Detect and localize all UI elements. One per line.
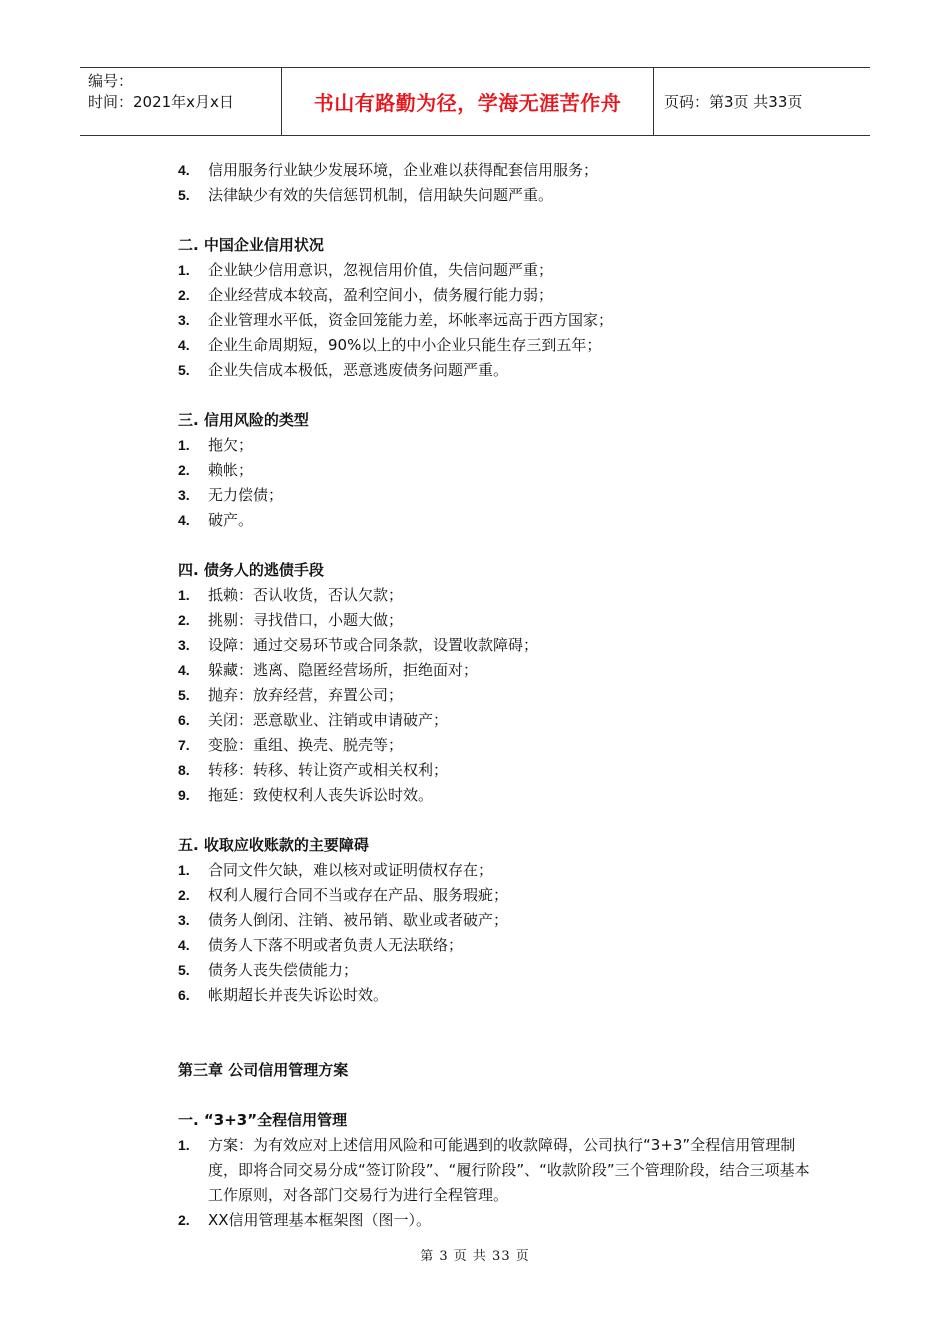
list-item xyxy=(178,983,818,1008)
list-item xyxy=(178,758,818,783)
item-number: 3. xyxy=(178,637,190,653)
list-item xyxy=(178,583,818,608)
section-heading: 五. 收取应收账款的主要障碍 xyxy=(178,836,369,854)
item-text: 设障：通过交易环节或合同条款，设置收款障碍； xyxy=(208,636,539,654)
item-text: 债务人倒闭、注销、被吊销、歇业或者破产； xyxy=(208,911,509,929)
item-number: 2. xyxy=(178,287,190,303)
list-item xyxy=(178,283,818,308)
item-number: 3. xyxy=(178,487,190,503)
item-text: 信用服务行业缺少发展环境，企业难以获得配套信用服务； xyxy=(208,161,599,179)
item-text: 变脸：重组、换壳、脱壳等； xyxy=(208,736,404,754)
item-number: 4. xyxy=(178,937,190,953)
list-item xyxy=(178,633,818,658)
item-number: 1. xyxy=(178,862,190,878)
item-text: 抵赖：否认收货，否认欠款； xyxy=(208,586,404,604)
list-item xyxy=(178,458,818,483)
item-text: 企业管理水平低，资金回笼能力差，坏帐率远高于西方国家； xyxy=(208,311,614,329)
document-body xyxy=(178,158,818,1233)
item-number: 6. xyxy=(178,712,190,728)
item-text: 无力偿债； xyxy=(208,486,284,504)
header-motto: 书山有路勤为径，学海无涯苦作舟 xyxy=(282,68,654,135)
item-text: XX信用管理基本框架图（图一）。 xyxy=(208,1211,432,1229)
list-item xyxy=(178,333,818,358)
item-number: 4. xyxy=(178,337,190,353)
item-number: 1. xyxy=(178,587,190,603)
section-heading: 一. “3+3”全程信用管理 xyxy=(178,1111,348,1129)
list-item xyxy=(178,258,818,283)
item-text: 抛弃：放弃经营，弃置公司； xyxy=(208,686,404,704)
item-number: 8. xyxy=(178,762,190,778)
item-number: 1. xyxy=(178,262,190,278)
item-number: 4. xyxy=(178,512,190,528)
item-text: 企业失信成本极低，恶意逃废债务问题严重。 xyxy=(208,361,509,379)
item-number: 5. xyxy=(178,962,190,978)
list-item xyxy=(178,858,818,883)
list-item xyxy=(178,958,818,983)
item-text: 赖帐； xyxy=(208,461,254,479)
item-number: 2. xyxy=(178,462,190,478)
item-number: 9. xyxy=(178,787,190,803)
item-number: 3. xyxy=(178,312,190,328)
list-item xyxy=(178,483,818,508)
item-number: 5. xyxy=(178,362,190,378)
header-table xyxy=(80,67,870,136)
list-item xyxy=(178,183,818,208)
header-info-cell xyxy=(80,68,282,135)
list-item xyxy=(178,908,818,933)
item-text: 关闭：恶意歇业、注销或申请破产； xyxy=(208,711,449,729)
list-item xyxy=(178,1133,818,1208)
list-item xyxy=(178,658,818,683)
item-number: 1. xyxy=(178,1137,190,1153)
list-item xyxy=(178,308,818,333)
list-item xyxy=(178,1208,818,1233)
item-text: 债务人下落不明或者负责人无法联络； xyxy=(208,936,464,954)
section-heading: 二. 中国企业信用状况 xyxy=(178,236,324,254)
list-item xyxy=(178,708,818,733)
item-text: 债务人丧失偿债能力； xyxy=(208,961,359,979)
item-number: 5. xyxy=(178,687,190,703)
item-number: 6. xyxy=(178,987,190,1003)
list-item xyxy=(178,883,818,908)
item-text: 躲藏：逃离、隐匿经营场所，拒绝面对； xyxy=(208,661,479,679)
item-number: 5. xyxy=(178,187,190,203)
item-text: 企业缺少信用意识，忽视信用价值，失信问题严重； xyxy=(208,261,554,279)
item-number: 7. xyxy=(178,737,190,753)
item-text: 合同文件欠缺，难以核对或证明债权存在； xyxy=(208,861,494,879)
item-text: 企业生命周期短，90%以上的中小企业只能生存三到五年； xyxy=(208,336,602,354)
list-item xyxy=(178,508,818,533)
list-item xyxy=(178,683,818,708)
item-number: 2. xyxy=(178,887,190,903)
item-number: 2. xyxy=(178,612,190,628)
section-heading: 四. 债务人的逃债手段 xyxy=(178,561,324,579)
list-item xyxy=(178,733,818,758)
chapter-title: 第三章 公司信用管理方案 xyxy=(178,1061,349,1079)
list-item xyxy=(178,158,818,183)
item-number: 1. xyxy=(178,437,190,453)
item-number: 2. xyxy=(178,1212,190,1228)
item-text: 拖延：致使权利人丧失诉讼时效。 xyxy=(208,786,434,804)
item-text: 挑剔：寻找借口，小题大做； xyxy=(208,611,404,629)
item-number: 3. xyxy=(178,912,190,928)
item-number: 4. xyxy=(178,162,190,178)
list-item xyxy=(178,783,818,808)
item-number: 4. xyxy=(178,662,190,678)
list-item xyxy=(178,433,818,458)
item-text: 法律缺少有效的失信惩罚机制，信用缺失问题严重。 xyxy=(208,186,554,204)
section-heading: 三. 信用风险的类型 xyxy=(178,411,309,429)
item-text: 权利人履行合同不当或存在产品、服务瑕疵； xyxy=(208,886,509,904)
page-footer: 第 3 页 共 33 页 xyxy=(420,1249,530,1264)
item-text: 拖欠； xyxy=(208,436,254,454)
item-text: 方案：为有效应对上述信用风险和可能遇到的收款障碍，公司执行“3+3”全程信用管理制度，即将合同交易分成“签订阶段”、“履行阶段”、“收款阶段”三个管理阶段，结合三项基本工作原则，对各部门交易行为进行全程管理。 xyxy=(208,1136,810,1204)
list-item xyxy=(178,358,818,383)
item-text: 帐期超长并丧失诉讼时效。 xyxy=(208,986,389,1004)
document-date: 时间：2021年x月x日 xyxy=(88,93,234,111)
header-page-label: 页码：第3页 共33页 xyxy=(664,93,803,111)
document-number-label: 编号： xyxy=(88,72,134,90)
item-text: 转移：转移、转让资产或相关权利； xyxy=(208,761,449,779)
list-item xyxy=(178,933,818,958)
item-text: 破产。 xyxy=(208,511,254,529)
list-item xyxy=(178,608,818,633)
item-text: 企业经营成本较高，盈利空间小，债务履行能力弱； xyxy=(208,286,554,304)
